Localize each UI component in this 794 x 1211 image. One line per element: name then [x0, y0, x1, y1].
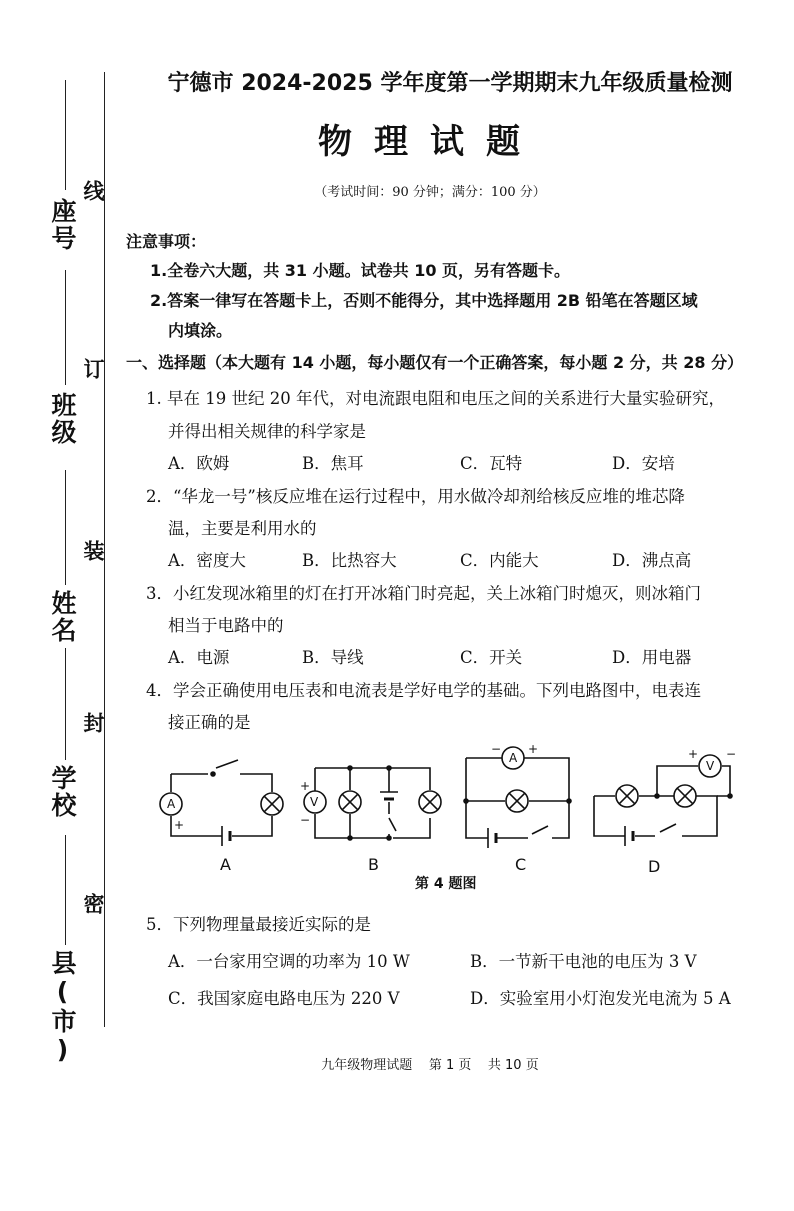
figure-label-d: D: [648, 857, 661, 876]
section-heading: 一、选择题（本大题有 14 小题，每小题仅有一个正确答案，每小题 2 分，共 28 分）: [126, 353, 744, 372]
option-d: D．沸点高: [612, 551, 692, 570]
note-item: 2.答案一律写在答题卡上，否则不能得分，其中选择题用 2B 铅笔在答题区域: [150, 291, 698, 310]
field-county-label: 县(市): [48, 950, 77, 1066]
option-d: D．安培: [612, 454, 675, 473]
option-c: C．开关: [460, 648, 523, 667]
question-text: 2．“华龙一号”核反应堆在运行过程中，用水做冷却剂给核反应堆的堆芯降: [146, 487, 685, 506]
field-class-blank[interactable]: [65, 270, 66, 385]
seal-char-xian: 线: [81, 180, 105, 201]
option-b: B．导线: [302, 648, 364, 667]
option-b: B．一节新干电池的电压为 3 V: [470, 952, 697, 971]
figure-label-b: B: [368, 855, 379, 874]
field-name-label: 姓名: [48, 590, 77, 644]
field-school-label: 学校: [48, 765, 77, 819]
question-text: 相当于电路中的: [168, 616, 284, 635]
page-footer: 九年级物理试题 第 1 页 共 10 页: [321, 1058, 539, 1073]
field-name-blank[interactable]: [65, 470, 66, 585]
question-text: 温，主要是利用水的: [168, 519, 317, 538]
option-c: C．瓦特: [460, 454, 523, 473]
option-b: B．比热容大: [302, 551, 397, 570]
plus-sign: +: [300, 779, 311, 793]
subject-title: 物理试题: [318, 122, 542, 162]
seal-char-feng: 封: [81, 712, 105, 733]
exam-title: 宁德市 2024-2025 学年度第一学期期末九年级质量检测: [167, 71, 733, 96]
question-text: 3．小红发现冰箱里的灯在打开冰箱门时亮起，关上冰箱门时熄灭，则冰箱门: [146, 584, 701, 603]
option-a: A．一台家用空调的功率为 10 W: [168, 952, 410, 971]
question-text: 接正确的是: [168, 713, 251, 732]
circuit-a: [160, 760, 283, 846]
figure-label-a: A: [220, 855, 231, 874]
question-text: 1. 早在 19 世纪 20 年代，对电流跟电阻和电压之间的关系进行大量实验研究，: [146, 389, 725, 408]
field-class-label: 班级: [48, 392, 77, 446]
seal-char-mi: 密: [81, 893, 105, 914]
plus-sign: +: [528, 742, 539, 756]
minus-sign: −: [726, 747, 737, 761]
field-county-blank[interactable]: [65, 835, 66, 945]
option-d: D．实验室用小灯泡发光电流为 5 A: [470, 989, 731, 1008]
ammeter-symbol-a: A: [167, 797, 176, 811]
circuit-c: [464, 747, 571, 848]
question-text: 5．下列物理量最接近实际的是: [146, 915, 371, 934]
option-a: A．电源: [168, 648, 230, 667]
note-item: 内填涂。: [168, 321, 233, 340]
option-c: C．内能大: [460, 551, 539, 570]
circuit-b: [304, 766, 441, 840]
field-school-blank[interactable]: [65, 648, 66, 760]
voltmeter-symbol-d: V: [706, 759, 715, 773]
plus-sign: +: [688, 747, 699, 761]
figure-label-c: C: [515, 855, 527, 874]
field-seat-number-blank[interactable]: [65, 80, 66, 190]
seal-char-ding: 订: [81, 358, 105, 379]
option-a: A．密度大: [168, 551, 246, 570]
plus-sign: +: [174, 818, 185, 832]
option-d: D．用电器: [612, 648, 692, 667]
ammeter-symbol-c: A: [509, 751, 518, 765]
option-b: B．焦耳: [302, 454, 364, 473]
exam-meta: （考试时间：90 分钟；满分：100 分）: [314, 185, 546, 200]
minus-sign: −: [491, 742, 502, 756]
option-a: A．欧姆: [168, 454, 230, 473]
voltmeter-symbol-b: V: [310, 795, 319, 809]
question-text: 并得出相关规律的科学家是: [168, 422, 366, 441]
question-text: 4．学会正确使用电压表和电流表是学好电学的基础。下列电路图中，电表连: [146, 681, 701, 700]
field-seat-number-label: 座号: [48, 198, 77, 252]
option-c: C．我国家庭电路电压为 220 V: [168, 989, 400, 1008]
note-item: 1.全卷六大题，共 31 小题。试卷共 10 页，另有答题卡。: [150, 261, 571, 280]
minus-sign: −: [300, 813, 311, 827]
seal-char-zhuang: 装: [81, 540, 105, 561]
figure-caption: 第 4 题图: [415, 876, 477, 892]
notes-heading: 注意事项：: [126, 232, 207, 251]
